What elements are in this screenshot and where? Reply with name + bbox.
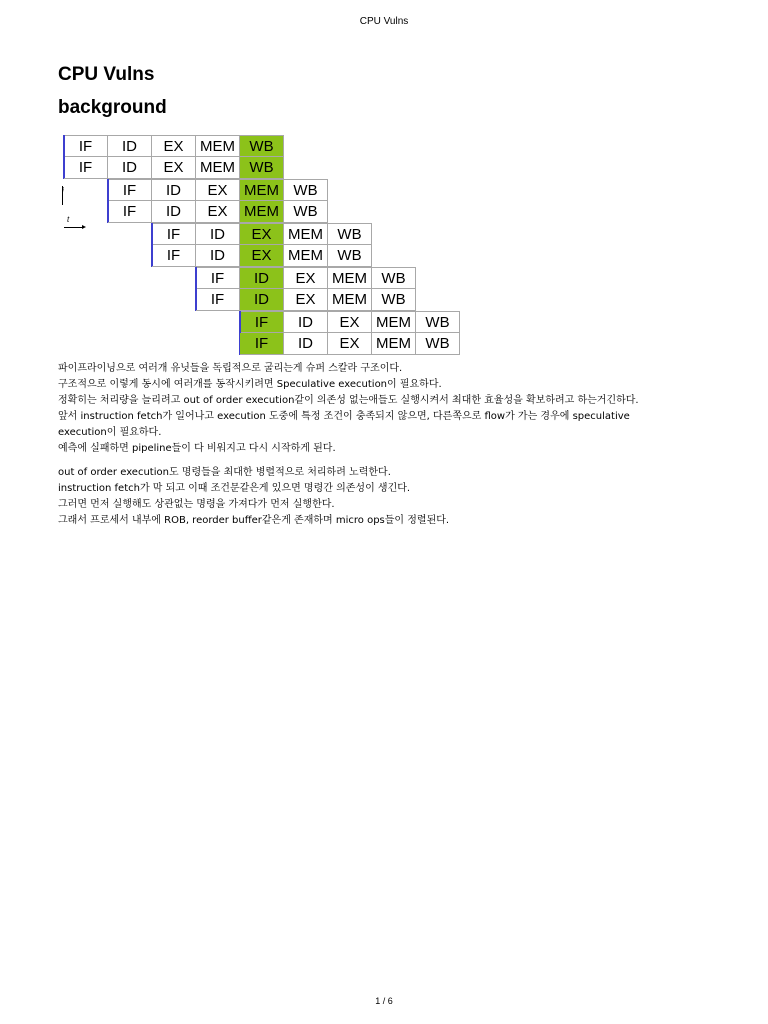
page-header-title: CPU Vulns [359, 16, 409, 27]
text-line: instruction fetch가 막 되고 이때 조건문같은게 있으면 명령간 의존성이 생긴다. [58, 483, 411, 494]
pipeline-stage-cell: ID [196, 223, 240, 245]
pipeline-stage-cell: WB [372, 267, 416, 289]
text-line: 구조적으로 이렇게 동시에 여러개를 동작시키려면 Speculative execution이 필요하다. [58, 379, 442, 390]
pipeline-stage-cell: EX [284, 289, 328, 311]
text-line: 그래서 프로세서 내부에 ROB, reorder buffer같은게 존재하며 micro ops들이 정렬된다. [58, 515, 450, 526]
pipeline-stage-cell: ID [284, 333, 328, 355]
pipeline-stage-cell: ID [196, 245, 240, 267]
pipeline-stage-cell: MEM [372, 311, 416, 333]
pipeline-stage-cell: ID [240, 289, 284, 311]
pipeline-stage-cell: IF [64, 157, 108, 179]
pipeline-stage-cell: IF [152, 245, 196, 267]
pipeline-stage-cell: MEM [372, 333, 416, 355]
pipeline-stage-cell: IF [108, 179, 152, 201]
pipeline-diagram [0, 0, 768, 360]
pipeline-stage-cell: EX [152, 157, 196, 179]
pipeline-stage-cell: EX [196, 179, 240, 201]
pipeline-stage-cell: WB [328, 223, 372, 245]
text-line: 파이프라이닝으로 여러개 유닛들을 독립적으로 굴리는게 슈퍼 스칼라 구조이다. [58, 363, 403, 374]
paragraph-superscalar [58, 361, 718, 457]
pipeline-stage-cell: MEM [328, 267, 372, 289]
pipeline-stage-cell: MEM [196, 135, 240, 157]
pipeline-stage-cell: WB [240, 157, 284, 179]
pipeline-stage-cell: IF [240, 333, 284, 355]
pipeline-stage-cell: MEM [284, 223, 328, 245]
pipeline-stage-cell: EX [240, 223, 284, 245]
pipeline-stage-cell: IF [196, 267, 240, 289]
pipeline-stage-cell: IF [196, 289, 240, 311]
pipeline-stage-cell: IF [152, 223, 196, 245]
pipeline-stage-cell: MEM [196, 157, 240, 179]
text-line: out of order execution도 명령들을 최대한 병렬적으로 처리하려 노력한다. [58, 467, 391, 478]
text-line: 앞서 instruction fetch가 일어나고 execution 도중에 특정 조건이 충족되지 않으면, 다른쪽으로 flow가 가는 경우에 speculative [58, 411, 630, 422]
pipeline-stage-cell: MEM [240, 179, 284, 201]
pipeline-stage-cell: ID [284, 311, 328, 333]
pipeline-stage-cell: WB [416, 311, 460, 333]
time-axis-arrow-icon [64, 227, 84, 228]
pipeline-stage-cell: IF [108, 201, 152, 223]
pipeline-stage-cell: WB [284, 201, 328, 223]
pipeline-stage-cell: ID [240, 267, 284, 289]
pipeline-stage-cell: WB [372, 289, 416, 311]
pipeline-stage-cell: WB [328, 245, 372, 267]
instruction-axis-label: i [62, 186, 64, 195]
pipeline-stage-cell: MEM [240, 201, 284, 223]
pipeline-stage-cell: IF [64, 135, 108, 157]
pipeline-stage-cell: EX [284, 267, 328, 289]
page-number: 1 / 6 [375, 996, 393, 1006]
text-line: execution이 필요하다. [58, 427, 162, 438]
text-line: 그러면 먼저 실행해도 상관없는 명령을 가져다가 먼저 실행한다. [58, 499, 335, 510]
pipeline-stage-cell: EX [152, 135, 196, 157]
pipeline-stage-cell: ID [152, 201, 196, 223]
pipeline-stage-cell: ID [152, 179, 196, 201]
pipeline-stage-cell: MEM [284, 245, 328, 267]
pipeline-stage-cell: IF [240, 311, 284, 333]
paragraph-out-of-order [58, 465, 718, 529]
pipeline-stage-cell: EX [196, 201, 240, 223]
pipeline-stage-cell: EX [328, 311, 372, 333]
pipeline-stage-cell: ID [108, 157, 152, 179]
pipeline-stage-cell: MEM [328, 289, 372, 311]
text-line: 정확히는 처리량을 늘리려고 out of order execution같이 의존성 없는애들도 실행시켜서 최대한 효율성을 확보하려고 하는거긴하다. [58, 395, 639, 406]
pipeline-stage-cell: ID [108, 135, 152, 157]
pipeline-stage-cell: WB [284, 179, 328, 201]
text-line: 예측에 실패하면 pipeline들이 다 비워지고 다시 시작하게 된다. [58, 443, 336, 454]
time-axis-label: t [67, 215, 70, 224]
document-title: CPU Vulns [58, 64, 155, 85]
pipeline-stage-cell: WB [240, 135, 284, 157]
pipeline-stage-cell: EX [328, 333, 372, 355]
pipeline-stage-cell: EX [240, 245, 284, 267]
pipeline-stage-cell: WB [416, 333, 460, 355]
section-heading: background [58, 97, 167, 118]
